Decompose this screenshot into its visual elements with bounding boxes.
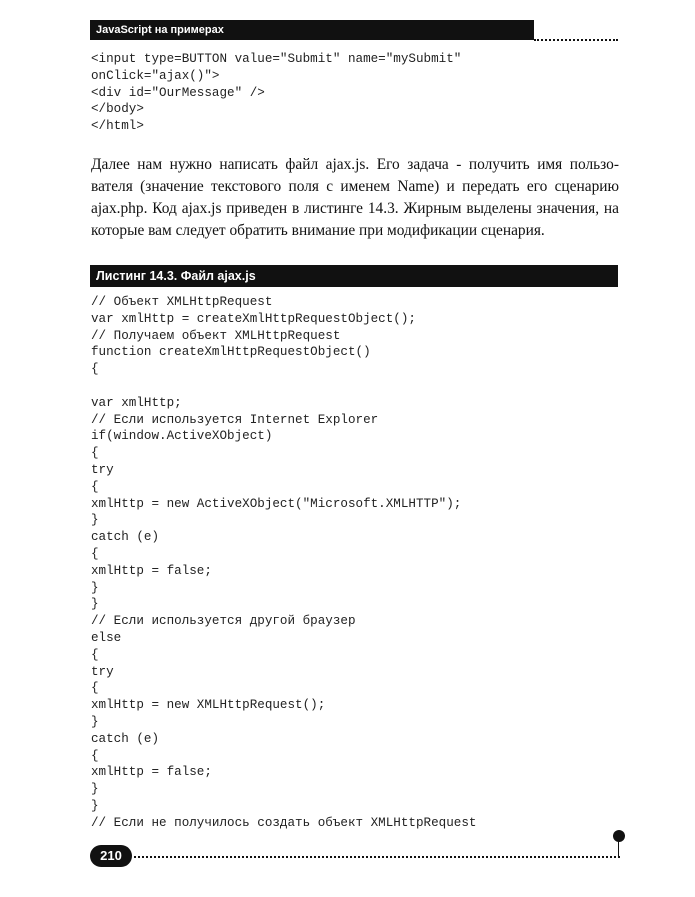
body-paragraph: Далее нам нужно написать файл ajax.js. Его задача - получить имя пользо-вателя (значение текстового поля с именем Name) и передать его сценарию ajax.php. Код ajax.js приведен в листинге 14.3. Жирным выделены значения, на которые вам следует обратить внимание при модификации сценария. (91, 156, 619, 239)
footer-dotted-rule (134, 856, 620, 858)
listing-title: Листинг 14.3. Файл ajax.js (96, 269, 256, 283)
page-number-badge (90, 845, 132, 867)
code-snippet-html: <input type=BUTTON value="Submit" name="mySubmit" onClick="ajax()"> <div id="OurMessage" /> </body> </html> (91, 52, 462, 134)
header-dotted-rule (534, 39, 618, 41)
code-listing-ajax-js: // Объект XMLHttpRequest var xmlHttp = createXmlHttpRequestObject(); // Получаем объект XMLHttpRequest function createXmlHttpRequestObject() { var xmlHttp; // Если используется Internet Explorer if(window.ActiveXObject) { try { xmlHttp = new ActiveXObject("Microsoft.XMLHTTP"); } catch (e) { xmlHttp = false; } } // Если используется другой браузер else { try { xmlHttp = new XMLHttpRequest(); } catch (e) { xmlHttp = false; } } // Если не получилось создать объект XMLHttpRequest (91, 295, 477, 830)
footer-bullet-icon (613, 830, 625, 842)
running-header-title: JavaScript на примерах (96, 24, 224, 36)
listing-caption (90, 265, 618, 287)
running-header (90, 20, 534, 40)
page-number: 210 (100, 848, 122, 863)
footer-bullet-stem (618, 840, 619, 856)
